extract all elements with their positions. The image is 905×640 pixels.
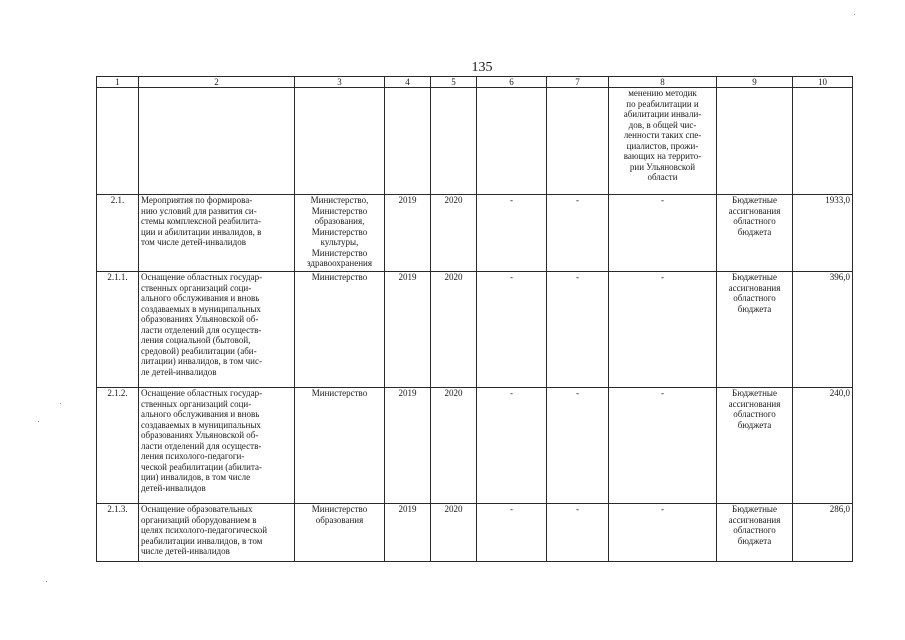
- row-col7: -: [547, 388, 609, 504]
- row-name: Мероприятия по формирова- нию условий для развития си- стемы комплексной реабилита- ции и абилитации инвалидов, в том числе детей-инвалидов: [139, 195, 295, 272]
- empty-cell: [97, 88, 139, 195]
- row-amount: 286,0: [793, 504, 853, 562]
- row-executor: Министерство, Министерство образования, Министерство культуры, Министерство здравоохранения: [295, 195, 385, 272]
- row-amount: 1933,0: [793, 195, 853, 272]
- row-col7: -: [547, 504, 609, 562]
- scan-speck: [854, 14, 855, 15]
- column-header: 10: [793, 77, 853, 88]
- row-number: 2.1.3.: [97, 504, 139, 562]
- row-start-year: 2019: [385, 388, 431, 504]
- table-row: [97, 388, 853, 504]
- empty-cell: [717, 88, 793, 195]
- column-header: 5: [431, 77, 477, 88]
- column-header: 2: [139, 77, 295, 88]
- column-header: 9: [717, 77, 793, 88]
- empty-cell: [385, 88, 431, 195]
- row-col8: -: [609, 504, 717, 562]
- column-header: 1: [97, 77, 139, 88]
- row-funding-source: Бюджетные ассигнования областного бюджета: [717, 272, 793, 388]
- row-funding-source: Бюджетные ассигнования областного бюджета: [717, 388, 793, 504]
- row-col6: -: [477, 504, 547, 562]
- row-end-year: 2020: [431, 272, 477, 388]
- row-end-year: 2020: [431, 195, 477, 272]
- row-col7: -: [547, 272, 609, 388]
- column-header: 6: [477, 77, 547, 88]
- scan-speck: [38, 421, 39, 422]
- row-name: Оснащение областных государ- ственных организаций соци- ального обслуживания и вновь создаваемых в муниципальных образованиях Ульяновской об- ласти отделений для осуществ- ления социальной (бытовой, средовой) реабилитации (аби- литации) инвалидов, в том чис- ле детей-инвалидов: [139, 272, 295, 388]
- row-col6: -: [477, 388, 547, 504]
- empty-cell: [547, 88, 609, 195]
- scan-speck: [46, 581, 47, 582]
- indicator-text: менению методик по реабилитации и абилитации инвали- дов, в общей чис- ленности таких спе- циалистов, прожи- вающих на террито- рии Ульяновской области: [609, 88, 717, 195]
- row-end-year: 2020: [431, 504, 477, 562]
- row-name: Оснащение областных государ- ственных организаций соци- ального обслуживания и вновь создаваемых в муниципальных образованиях Ульяновской об- ласти отделений для осуществ- ления психолого-педагоги- ческой реабилитации (абилита- ции) инвалидов, в том числе детей-инвалидов: [139, 388, 295, 504]
- table-row: [97, 272, 853, 388]
- empty-cell: [431, 88, 477, 195]
- column-header: 3: [295, 77, 385, 88]
- row-number: 2.1.: [97, 195, 139, 272]
- continuation-row: [97, 88, 853, 195]
- row-col6: -: [477, 272, 547, 388]
- empty-cell: [793, 88, 853, 195]
- row-col8: -: [609, 388, 717, 504]
- page-number: 135: [471, 60, 493, 75]
- program-table: [96, 76, 853, 562]
- row-col8: -: [609, 195, 717, 272]
- row-amount: 240,0: [793, 388, 853, 504]
- column-number-row: [97, 77, 853, 88]
- row-number: 2.1.1.: [97, 272, 139, 388]
- row-start-year: 2019: [385, 272, 431, 388]
- row-end-year: 2020: [431, 388, 477, 504]
- row-executor: Министерство образования: [295, 504, 385, 562]
- row-name: Оснащение образовательных организаций оборудованием в целях психолого-педагогической реабилитации инвалидов, в том числе детей-инвалидов: [139, 504, 295, 562]
- row-start-year: 2019: [385, 504, 431, 562]
- row-funding-source: Бюджетные ассигнования областного бюджета: [717, 504, 793, 562]
- empty-cell: [139, 88, 295, 195]
- row-col7: -: [547, 195, 609, 272]
- column-header: 7: [547, 77, 609, 88]
- row-funding-source: Бюджетные ассигнования областного бюджета: [717, 195, 793, 272]
- row-amount: 396,0: [793, 272, 853, 388]
- row-number: 2.1.2.: [97, 388, 139, 504]
- scan-speck: [60, 403, 61, 404]
- table-row: [97, 504, 853, 562]
- row-col6: -: [477, 195, 547, 272]
- empty-cell: [477, 88, 547, 195]
- empty-cell: [295, 88, 385, 195]
- column-header: 4: [385, 77, 431, 88]
- row-col8: -: [609, 272, 717, 388]
- column-header: 8: [609, 77, 717, 88]
- row-start-year: 2019: [385, 195, 431, 272]
- row-executor: Министерство: [295, 388, 385, 504]
- table-row: [97, 195, 853, 272]
- row-executor: Министерство: [295, 272, 385, 388]
